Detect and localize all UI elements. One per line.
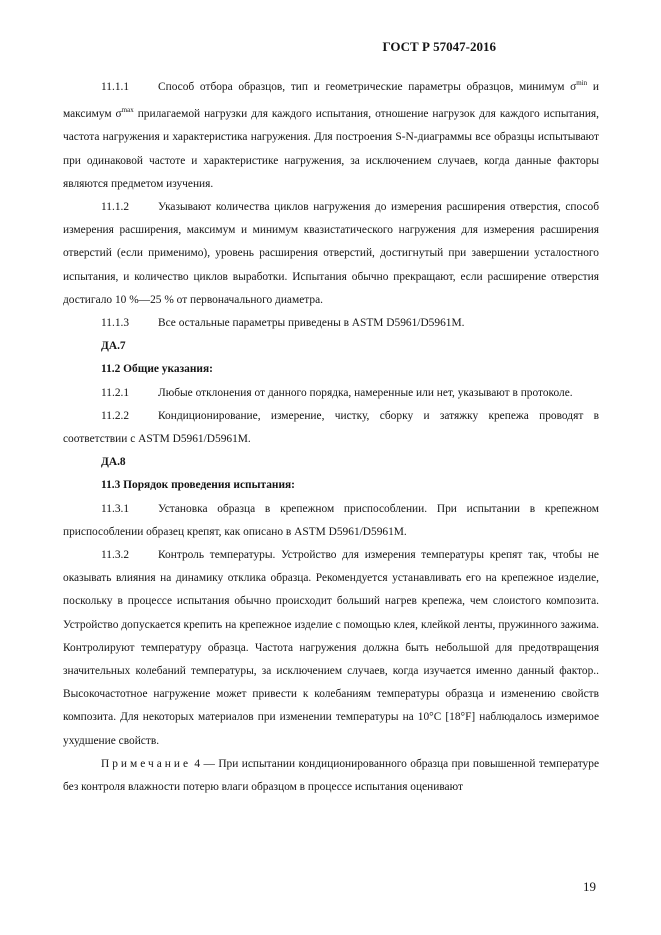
heading-11-2: 11.2 Общие указания: [101, 363, 213, 376]
heading-da-7: ДА.7 [101, 340, 126, 353]
subscript-min: min [576, 79, 588, 87]
paragraph-11-3-1: 11.3.1 Установка образца в крепежном приспособлении. При испытании в крепежном приспособлении образец крепят, как описано в ASTM D5961/D5961M. [63, 502, 599, 538]
paragraph-11-1-2: 11.1.2 Указывают количества циклов нагружения до измерения расширения отверстия, способ измерения расширения, максимум и минимум квазистатического нагружения для измерения расширения отверстий (если применимо), уровень расширения отверстий, достигнутый при завершении усталостного испытания, и количество циклов выработки. Испытания обычно прекращают, если расширение отверстия достигало 10 %—25 % от первоначального диаметра. [63, 201, 599, 306]
subscript-max: max [121, 106, 134, 115]
document-body [63, 72, 599, 799]
note-4: Примечание 4 — При испытании кондиционированного образца при повышенной температуре без контроля влажности потерю влаги образцом в процессе испытания оценивают [63, 757, 600, 794]
page-number: 19 [583, 879, 596, 894]
document-code: ГОСТ Р 57047-2016 [382, 39, 496, 54]
heading-da-8: ДА.8 [101, 456, 126, 469]
paragraph-11-1-3: 11.1.3 Все остальные параметры приведены в ASTM D5961/D5961M. [101, 317, 465, 330]
heading-11-3: 11.3 Порядок проведения испытания: [101, 479, 295, 492]
note-label: Примечание [101, 757, 192, 770]
paragraph-11-2-1: 11.2.1 Любые отклонения от данного порядка, намеренные или нет, указывают в протоколе. [101, 386, 573, 399]
paragraph-11-3-2: 11.3.2 Контроль температуры. Устройство для измерения температуры крепят так, чтобы не оказывать влияния на динамику отклика образца. Рекомендуется устанавливать его на крепежное изделие, поскольку в процессе испытания обычно происходит больший нагрев крепежа, чем слоистого композита. Устройство допускается крепить на крепежное изделие с помощью клея, клейкой ленты, пружинного зажима. Контролируют температуру образца. Частота нагружения должна быть небольшой для предотвращения значительных колебаний температуры, за исключением случаев, когда изучается именно данный фактор.. Высокочастотное нагружение может привести к колебаниям температуры образца и изменению свойств композита. Для некоторых материалов при изменении температуры на 10°С [18°F] наблюдалось измеримое ухудшение свойств. [63, 549, 599, 747]
paragraph-11-2-2: 11.2.2 Кондиционирование, измерение, чистку, сборку и затяжку крепежа проводят в соответствии с ASTM D5961/D5961M. [63, 409, 599, 446]
paragraph-11-1-1: 11.1.1 Способ отбора образцов, тип и геометрические параметры образцов, минимум $\sigma^{min}$ и максимум $\sigma^{max}$ прилагаемой нагрузки для каждого испытания, отношение нагрузок для каждого испытания, частота нагружения и характеристика нагружения. Для построения S-N-диаграммы все образцы испытывают при одинаковой частоте и характеристике нагружения, за исключением случаев, когда данные факторы являются предметом изучения. [63, 79, 599, 190]
